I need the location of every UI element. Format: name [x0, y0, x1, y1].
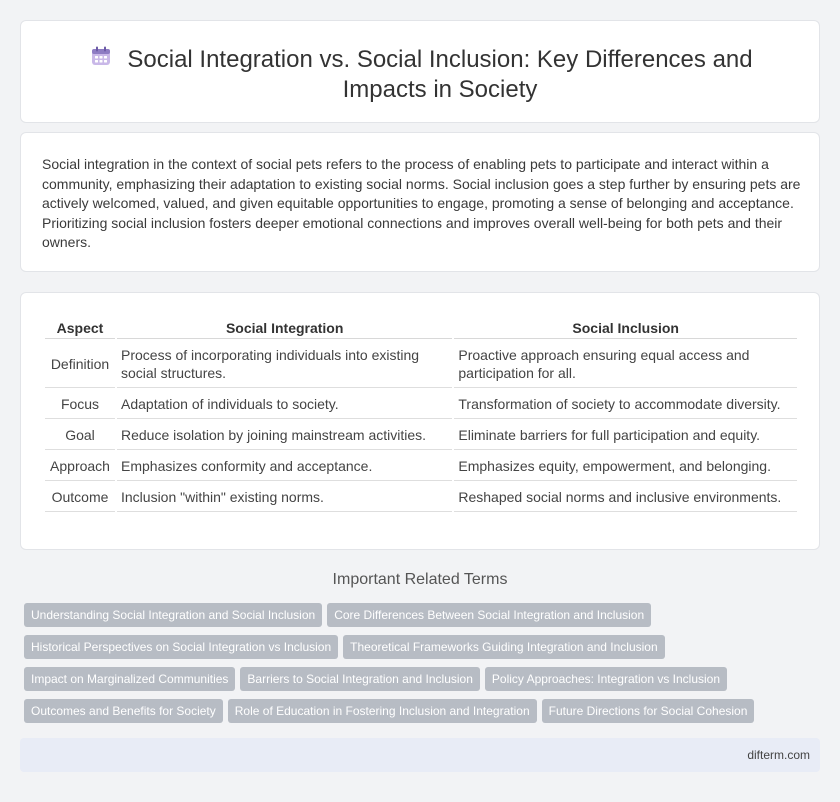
- row-inclusion: Emphasizes equity, empowerment, and belonging.: [454, 452, 797, 481]
- tag-row: [24, 699, 804, 731]
- row-integration: Process of incorporating individuals into existing social structures.: [117, 341, 452, 388]
- row-inclusion: Reshaped social norms and inclusive environments.: [454, 483, 797, 512]
- row-aspect: Definition: [45, 341, 115, 388]
- related-term-tag[interactable]: Barriers to Social Integration and Inclusion: [240, 667, 479, 691]
- related-terms-heading: Important Related Terms: [332, 571, 508, 588]
- comparison-card: [20, 292, 820, 550]
- table-row: [45, 452, 797, 481]
- table-row: [45, 483, 797, 512]
- related-term-tag[interactable]: Policy Approaches: Integration vs Inclusion: [485, 667, 727, 691]
- header-social-inclusion: Social Inclusion: [454, 317, 797, 339]
- related-terms-list: [24, 603, 804, 731]
- row-aspect: Approach: [45, 452, 115, 481]
- header-social-integration: Social Integration: [117, 317, 452, 339]
- related-term-tag[interactable]: Historical Perspectives on Social Integration vs Inclusion: [24, 635, 338, 659]
- related-term-tag[interactable]: Impact on Marginalized Communities: [24, 667, 235, 691]
- related-term-tag[interactable]: Understanding Social Integration and Social Inclusion: [24, 603, 322, 627]
- row-integration: Adaptation of individuals to society.: [117, 390, 452, 419]
- row-aspect: Goal: [45, 421, 115, 450]
- table-row: [45, 390, 797, 419]
- title-card: [20, 20, 820, 123]
- row-integration: Emphasizes conformity and acceptance.: [117, 452, 452, 481]
- table-row: [45, 341, 797, 388]
- intro-paragraph: Social integration in the context of social pets refers to the process of enabling pets to participate and interact within a community, emphasizing their adaptation to existing social norms. Social inclusion goes a step further by ensuring pets are actively welcomed, valued, and given equitable opportunities to engage, promoting a sense of belonging and acceptance. Prioritizing social inclusion fosters deeper emotional connections and improves overall well-being for both pets and their owners.: [42, 156, 801, 251]
- row-aspect: Focus: [45, 390, 115, 419]
- footer-brand[interactable]: difterm.com: [747, 748, 810, 762]
- header-aspect: Aspect: [45, 317, 115, 339]
- tag-row: [24, 635, 804, 667]
- related-term-tag[interactable]: Future Directions for Social Cohesion: [542, 699, 755, 723]
- row-inclusion: Transformation of society to accommodate diversity.: [454, 390, 797, 419]
- row-inclusion: Proactive approach ensuring equal access and participation for all.: [454, 341, 797, 388]
- title-wrap: [21, 45, 819, 105]
- row-inclusion: Eliminate barriers for full participation and equity.: [454, 421, 797, 450]
- page-title: Social Integration vs. Social Inclusion: Key Differences and Impacts in Society: [127, 46, 753, 103]
- tag-row: [24, 667, 804, 699]
- table-header-row: [45, 317, 797, 339]
- table-row: [45, 421, 797, 450]
- footer-bar: [20, 738, 820, 772]
- row-aspect: Outcome: [45, 483, 115, 512]
- related-term-tag[interactable]: Outcomes and Benefits for Society: [24, 699, 223, 723]
- related-term-tag[interactable]: Core Differences Between Social Integration and Inclusion: [327, 603, 651, 627]
- tag-row: [24, 603, 804, 635]
- related-term-tag[interactable]: Theoretical Frameworks Guiding Integration and Inclusion: [343, 635, 665, 659]
- row-integration: Reduce isolation by joining mainstream activities.: [117, 421, 452, 450]
- intro-card: [20, 132, 820, 272]
- comparison-table: [43, 315, 799, 514]
- row-integration: Inclusion "within" existing norms.: [117, 483, 452, 512]
- related-term-tag[interactable]: Role of Education in Fostering Inclusion and Integration: [228, 699, 537, 723]
